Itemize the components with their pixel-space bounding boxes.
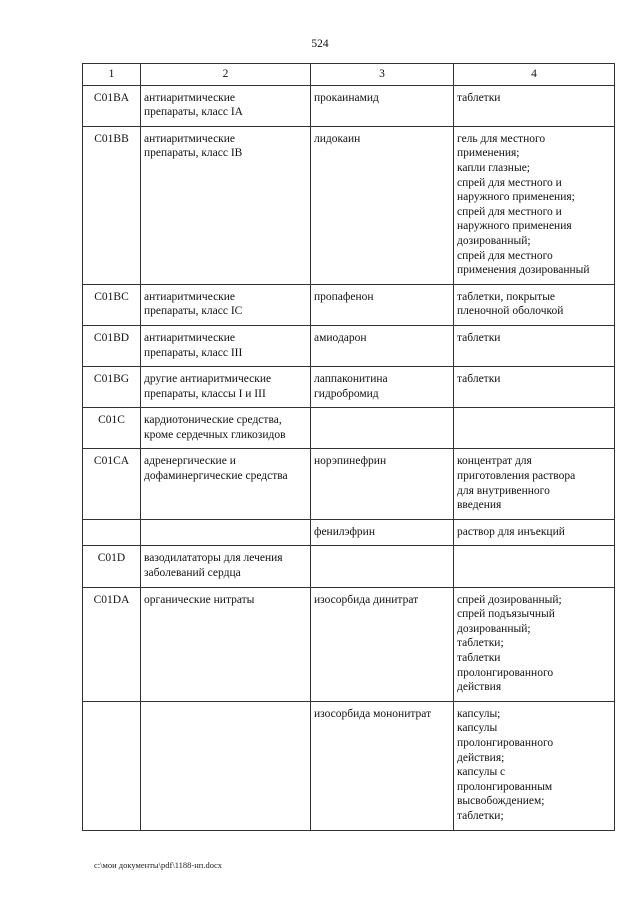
group-name-cell [141,449,311,519]
cell-line: заболеваний сердца [144,567,241,580]
group-name-cell [141,367,311,408]
atc-code-cell: C01CA [83,449,141,519]
drug-name-cell [311,325,454,366]
group-name-cell [141,126,311,284]
cell-line: таблетки, покрытые [457,290,556,303]
header-cell-4: 4 [454,64,615,86]
drug-name-cell [311,546,454,587]
cell-line: норэпинефрин [314,455,387,468]
cell-line: другие антиаритмические [144,373,272,386]
cell-line: дофаминергические средства [144,470,288,483]
group-name-cell [141,546,311,587]
group-name-cell [141,85,311,126]
dosage-form-cell [454,519,615,546]
table-row [83,325,615,366]
table-row [83,449,615,519]
drug-name-cell [311,408,454,449]
cell-line: капли глазные; [457,161,530,174]
cell-line: спрей для местного [457,249,553,262]
cell-line: спрей дозированный; [457,593,562,606]
atc-code-cell: C01DA [83,587,141,701]
footer-file-path: c:\мои документы\pdf\1188-нп.docx [94,860,222,870]
cell-line: таблетки; [457,637,504,650]
cell-line: антиаритмические [144,132,236,145]
drug-name-cell [311,519,454,546]
cell-line: антиаритмические [144,290,236,303]
cell-line: спрей для местного и [457,176,562,189]
atc-code-cell: C01D [83,546,141,587]
table-row [83,367,615,408]
table-row [83,85,615,126]
cell-line: таблетки [457,331,501,344]
cell-line: изосорбида динитрат [314,593,419,606]
cell-line: пролонгированным [457,780,553,793]
cell-line: спрей подъязычный [457,608,555,621]
atc-code-cell [83,519,141,546]
drug-name-cell [311,85,454,126]
table-body [83,85,615,830]
cell-line: лидокаин [314,132,361,145]
cell-line: амиодарон [314,331,367,344]
atc-code-cell: C01BB [83,126,141,284]
atc-code-cell: C01BA [83,85,141,126]
dosage-form-cell [454,701,615,830]
cell-line: наружного применения; [457,191,575,204]
cell-line: препараты, классы I и III [144,387,266,400]
drug-name-cell [311,449,454,519]
cell-line: препараты, класс IC [144,305,243,318]
cell-line: препараты, класс IB [144,147,243,160]
cell-line: кардиотонические средства, [144,414,282,427]
dosage-form-cell [454,449,615,519]
table-row [83,701,615,830]
header-cell-2: 2 [141,64,311,86]
dosage-form-cell [454,126,615,284]
cell-line: изосорбида мононитрат [314,707,432,720]
group-name-cell [141,587,311,701]
cell-line: применения; [457,147,520,160]
header-cell-3: 3 [311,64,454,86]
atc-code-cell: C01BC [83,284,141,325]
cell-line: таблетки [457,652,501,664]
cell-line: гель для местного [457,132,546,145]
cell-line: лаппаконитина [314,373,388,386]
cell-line: гидробромид [314,387,379,400]
table-row [83,587,615,701]
dosage-form-cell [454,284,615,325]
cell-line: антиаритмические [144,91,236,104]
dosage-form-cell [454,85,615,126]
group-name-cell [141,325,311,366]
drug-name-cell [311,126,454,284]
cell-line: препараты, класс IA [144,106,243,119]
cell-line: капсулы [457,722,498,735]
cell-line: пропафенон [314,290,374,303]
cell-line: приготовления раствора [457,470,576,483]
cell-line: наружного применения [457,220,572,233]
atc-code-cell: C01C [83,408,141,449]
cell-line: дозированный; [457,234,531,247]
cell-line: кроме сердечных гликозидов [144,428,286,441]
dosage-form-cell [454,587,615,701]
cell-line: адренергические и [144,455,236,468]
dosage-form-cell [454,325,615,366]
table-row [83,284,615,325]
atc-code-cell: C01BG [83,367,141,408]
cell-line: фенилэфрин [314,525,375,538]
cell-line: таблетки; [457,809,504,822]
drug-name-cell [311,284,454,325]
dosage-form-cell [454,546,615,587]
cell-line: концентрат для [457,455,532,468]
cell-line: препараты, класс III [144,346,243,359]
dosage-form-cell [454,408,615,449]
group-name-cell [141,408,311,449]
page-number: 524 [311,38,329,50]
dosage-form-cell [454,367,615,408]
cell-line: капсулы с [457,766,506,779]
cell-line: органические нитраты [144,593,255,606]
atc-code-cell [83,701,141,830]
header-row [83,64,615,86]
drug-name-cell [311,367,454,408]
cell-line: высвобождением; [457,795,545,808]
group-name-cell [141,284,311,325]
cell-line: действия [457,681,502,694]
header-cell-1: 1 [83,64,141,86]
drug-table [82,63,615,831]
drug-name-cell [311,587,454,701]
cell-line: пролонгированного [457,736,554,749]
cell-line: пролонгированного [457,666,554,679]
table-row [83,126,615,284]
cell-line: спрей для местного и [457,205,562,218]
table-row [83,519,615,546]
table-row [83,408,615,449]
cell-line: для внутривенного [457,484,550,497]
cell-line: раствор для инъекций [457,525,565,538]
cell-line: пленочной оболочкой [457,305,564,318]
cell-line: таблетки [457,373,501,386]
cell-line: вазодилататоры для лечения [144,552,283,565]
atc-code-cell: C01BD [83,325,141,366]
cell-line: капсулы; [457,707,501,720]
cell-line: дозированный; [457,622,531,635]
group-name-cell [141,519,311,546]
cell-line: применения дозированный [457,264,590,277]
group-name-cell [141,701,311,830]
cell-line: прокаинамид [314,91,379,104]
cell-line: введения [457,499,502,512]
table-row [83,546,615,587]
cell-line: действия; [457,751,505,764]
drug-name-cell [311,701,454,830]
cell-line: таблетки [457,91,501,104]
cell-line: антиаритмические [144,331,236,344]
